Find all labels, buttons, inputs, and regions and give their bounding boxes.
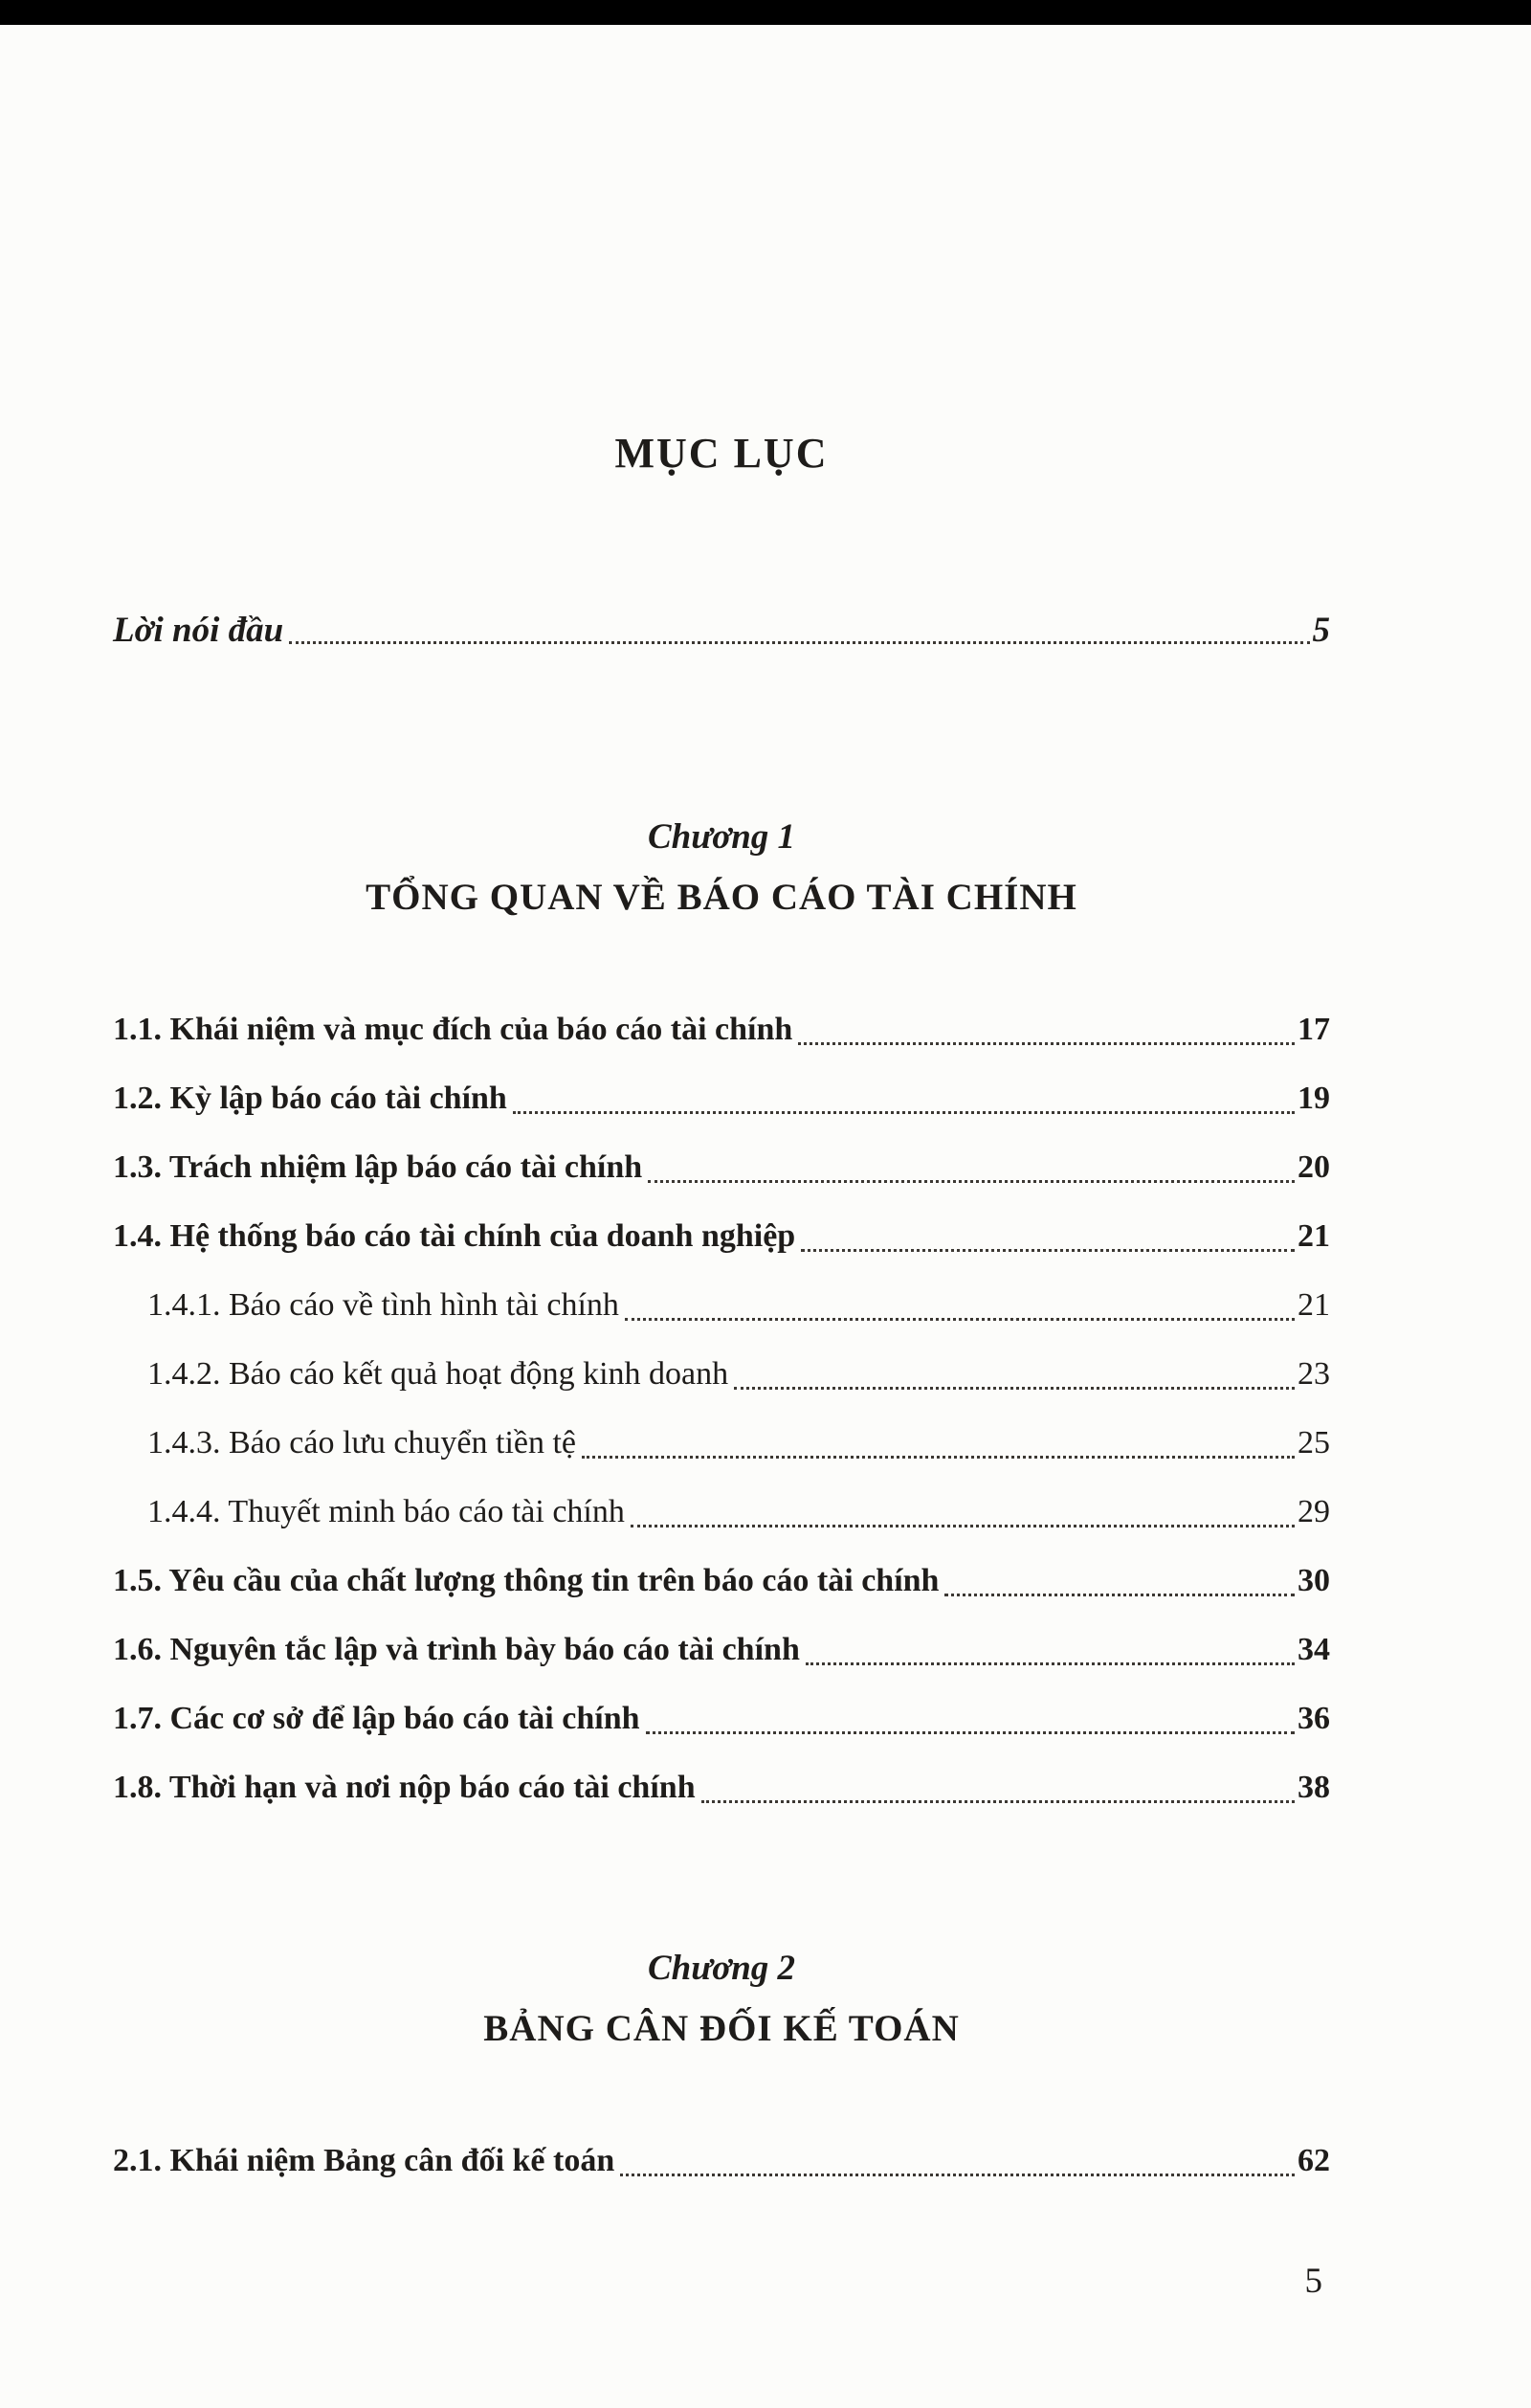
toc-entry-label: 1.3. Trách nhiệm lập báo cáo tài chính — [113, 1148, 643, 1185]
toc-page-number: 38 — [1298, 1769, 1330, 1805]
chapter-heading — [113, 815, 1330, 921]
toc-entry-label: 1.6. Nguyên tắc lập và trình bày báo cáo tài chính — [113, 1631, 800, 1667]
toc-entry — [113, 1409, 1330, 1478]
chapter-title: TỔNG QUAN VỀ BÁO CÁO TÀI CHÍNH — [366, 876, 1077, 918]
toc-entry — [113, 1478, 1330, 1547]
toc-page-number: 29 — [1298, 1493, 1330, 1529]
toc-leader — [289, 641, 1309, 644]
toc-entry — [113, 1616, 1330, 1684]
toc-page-number: 36 — [1298, 1700, 1330, 1736]
chapter-title: BẢNG CÂN ĐỐI KẾ TOÁN — [483, 2007, 960, 2049]
toc-entry — [113, 1547, 1330, 1616]
toc-page-number: 17 — [1298, 1011, 1330, 1047]
toc-entry — [113, 1133, 1330, 1202]
toc-leader — [701, 1800, 1295, 1803]
toc-leader — [944, 1594, 1295, 1596]
toc-entry-label: 1.7. Các cơ sở để lập báo cáo tài chính — [113, 1700, 640, 1736]
toc-entry — [113, 1753, 1330, 1822]
toc-entry-label: 2.1. Khái niệm Bảng cân đối kế toán — [113, 2142, 615, 2178]
toc-page-number: 21 — [1298, 1217, 1330, 1254]
page-number-footer: 5 — [1304, 2262, 1322, 2301]
toc-page-number: 5 — [1312, 610, 1330, 650]
toc-entry-label: 1.2. Kỳ lập báo cáo tài chính — [113, 1080, 507, 1116]
toc-page-number: 34 — [1298, 1631, 1330, 1667]
chapter-entries — [113, 995, 1330, 1822]
toc-page-content — [113, 0, 1330, 2196]
toc-page-number: 62 — [1298, 2142, 1330, 2178]
toc-page-number: 23 — [1298, 1355, 1330, 1392]
toc-chapters — [113, 815, 1330, 2196]
toc-leader — [631, 1525, 1295, 1527]
chapter-entries — [113, 2127, 1330, 2196]
chapter-heading — [113, 1947, 1330, 2052]
chapter-label: Chương 2 — [647, 1948, 796, 1988]
toc-page-number: 20 — [1298, 1148, 1330, 1185]
toc-leader — [625, 1318, 1295, 1321]
toc-leader — [582, 1456, 1295, 1459]
preface-entry — [113, 604, 1330, 658]
toc-entry-label: 1.4. Hệ thống báo cáo tài chính của doanh nghiệp — [113, 1217, 796, 1254]
toc-leader — [646, 1731, 1295, 1734]
toc-entry — [113, 1202, 1330, 1271]
toc-leader — [620, 2174, 1295, 2176]
toc-entry-label: 1.8. Thời hạn và nơi nộp báo cáo tài chính — [113, 1769, 696, 1805]
toc-entry-label: Lời nói đầu — [113, 610, 284, 650]
toc-page-number: 25 — [1298, 1424, 1330, 1460]
toc-entry-label: 1.5. Yêu cầu của chất lượng thông tin trên báo cáo tài chính — [113, 1562, 940, 1598]
toc-page-number: 19 — [1298, 1080, 1330, 1116]
toc-entry — [113, 1064, 1330, 1133]
toc-entry — [113, 1340, 1330, 1409]
toc-chapter — [113, 815, 1330, 1822]
toc-leader — [798, 1042, 1295, 1045]
toc-entry-label: 1.1. Khái niệm và mục đích của báo cáo tài chính — [113, 1011, 793, 1047]
toc-entry — [113, 995, 1330, 1064]
page-title: MỤC LỤC — [614, 430, 829, 477]
toc-leader — [734, 1387, 1295, 1390]
toc-page-number: 21 — [1298, 1286, 1330, 1323]
toc-entry-label: 1.4.4. Thuyết minh báo cáo tài chính — [147, 1493, 625, 1529]
toc-entry — [113, 1684, 1330, 1753]
toc-entry — [113, 2127, 1330, 2196]
toc-entry-label: 1.4.1. Báo cáo về tình hình tài chính — [147, 1286, 619, 1323]
toc-entry-label: 1.4.3. Báo cáo lưu chuyển tiền tệ — [147, 1424, 577, 1460]
toc-chapter — [113, 1947, 1330, 2196]
toc-leader — [648, 1180, 1295, 1183]
toc-entry-label: 1.4.2. Báo cáo kết quả hoạt động kinh doanh — [147, 1355, 729, 1392]
chapter-label: Chương 1 — [647, 816, 796, 857]
toc-leader — [801, 1249, 1295, 1252]
toc-page-number: 30 — [1298, 1562, 1330, 1598]
toc-leader — [513, 1111, 1295, 1114]
toc-entry — [113, 1271, 1330, 1340]
toc-leader — [806, 1662, 1295, 1665]
scan-edge-top — [0, 0, 1531, 25]
